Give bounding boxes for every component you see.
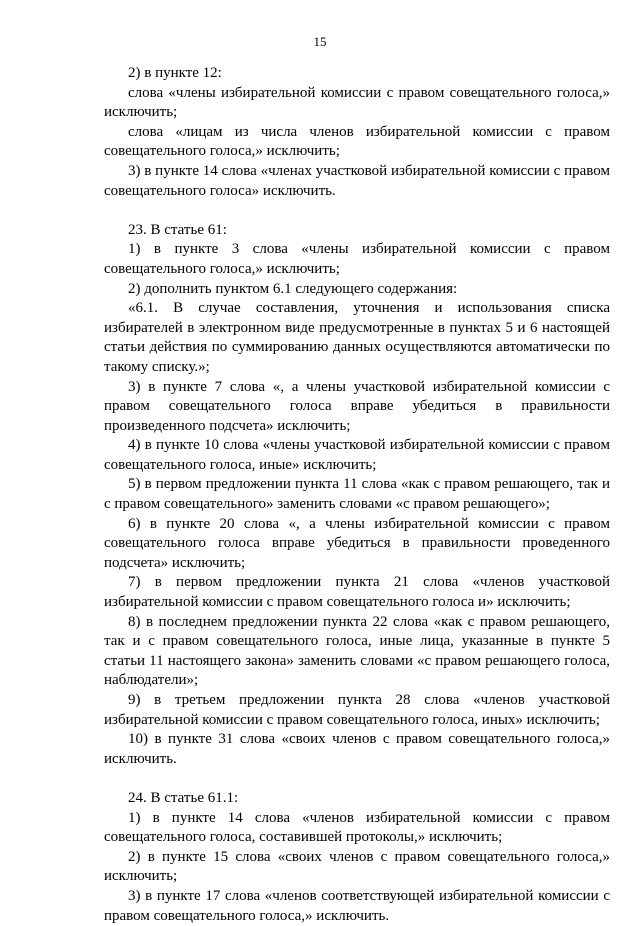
paragraph: 1) в пункте 3 слова «члены избирательной комиссии с правом совещательного голоса,» исключить; [104,241,610,277]
paragraph: «6.1. В случае составления, уточнения и использования списка избирателей в электронном виде предусмотренные в пунктах 5 и 6 настоящей статьи действия по суммированию данных осуществляются автоматически по такому списку.»; [104,300,610,375]
paragraph: 5) в первом предложении пункта 11 слова «как с правом решающего, так и с правом совещательного» заменить словами «с правом решающего»; [104,476,610,513]
paragraph: 9) в третьем предложении пункта 28 слова «членов участковой избирательной комиссии с правом совещательного голоса, иных» исключить; [104,692,610,728]
paragraph: 2) дополнить пунктом 6.1 следующего содержания: [128,280,458,297]
document-body [104,64,610,926]
section-gap [104,201,610,221]
paragraph: слова «члены избирательной комиссии с правом совещательного голоса,» исключить; [104,84,610,121]
section-article-61-1 [104,789,610,926]
paragraph: 3) в пункте 14 слова «членах участковой избирательной комиссии с правом совещательного голоса» исключить. [104,162,610,199]
paragraph: 6) в пункте 20 слова «, а члены избирательной комиссии с правом совещательного голоса вправе убедиться в правильности проведенного подсчета» исключить; [104,515,610,571]
paragraph: 4) в пункте 10 слова «члены участковой избирательной комиссии с правом совещательного голоса, иные» исключить; [104,437,610,473]
paragraph: 3) в пункте 7 слова «, а члены участковой избирательной комиссии с правом совещательного голоса вправе убедиться в правильности произведенного подсчета» исключить; [104,378,610,434]
section-heading: 23. В статье 61: [128,221,227,238]
page-number: 15 [313,34,327,49]
paragraph: 1) в пункте 14 слова «членов избирательной комиссии с правом совещательного голоса, составившей протоколы,» исключить; [104,809,610,846]
paragraph: 2) в пункте 15 слова «своих членов с правом совещательного голоса,» исключить; [104,848,610,885]
paragraph: 8) в последнем предложении пункта 22 слова «как с правом решающего, так и с правом совещательного голоса, иные лица, указанные в пункте 5 статьи 11 настоящего закона» заменить словами «с правом решающего голоса, наблюдатели»; [104,613,610,689]
paragraph: 3) в пункте 17 слова «членов соответствующей избирательной комиссии с правом совещательного голоса,» исключить. [104,887,610,924]
section-article-61 [104,221,610,770]
section-gap [104,769,610,789]
paragraph: 2) в пункте 12: [128,65,222,81]
paragraph: 10) в пункте 31 слова «своих членов с правом совещательного голоса,» исключить. [104,731,610,767]
section-heading: 24. В статье 61.1: [128,789,239,806]
paragraph: слова «лицам из числа членов избирательной комиссии с правом совещательного голоса,» исключить; [104,123,610,160]
paragraph: 7) в первом предложении пункта 21 слова «членов участковой избирательной комиссии с правом совещательного голоса и» исключить; [104,574,610,611]
section-article-12 [104,64,610,201]
